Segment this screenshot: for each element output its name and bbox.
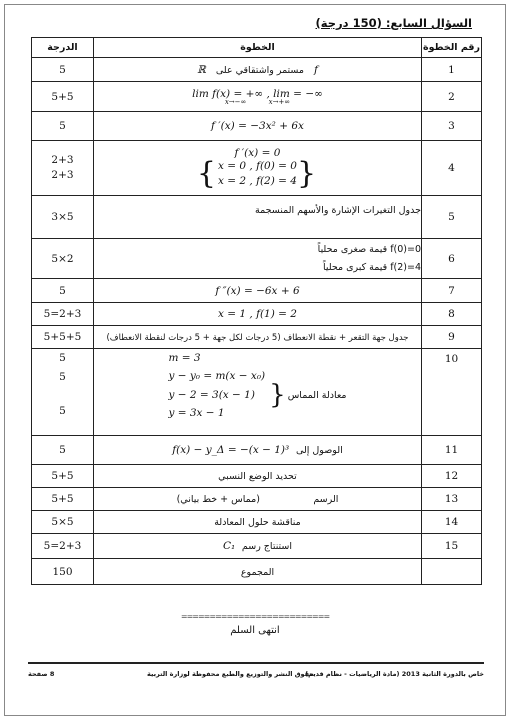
left-brace-icon: {	[196, 156, 216, 191]
table-row	[32, 112, 482, 141]
table-row	[32, 141, 482, 196]
grade-cell: 2+3 2+3	[32, 141, 94, 196]
table-row	[32, 239, 482, 279]
grade-cell: 5=2+3	[32, 303, 94, 326]
step-cell: استنتاج رسم C₁	[94, 534, 422, 559]
step-cell: مناقشة حلول المعادلة	[94, 511, 422, 534]
table-row	[32, 58, 482, 82]
table-row	[32, 465, 482, 488]
header-number: رقم الخطوة	[422, 38, 482, 58]
end-marker	[0, 612, 510, 636]
question-title: السؤال السابع: (150 درجة)	[315, 16, 472, 30]
step-number: 4	[422, 141, 482, 196]
grade-cell: 5+5+5	[32, 326, 94, 349]
step-cell: جدول جهة التقعر + نقطة الانعطاف (5 درجات لكل جهة + 5 درجات لنقطة الانعطاف)	[94, 326, 422, 349]
grade-cell: 5	[32, 58, 94, 82]
table-row	[32, 349, 482, 436]
table-row	[32, 303, 482, 326]
step-number: 8	[422, 303, 482, 326]
step-cell: الوصول إلى f(x) − y_Δ = −(x − 1)³	[94, 436, 422, 465]
table-row	[32, 82, 482, 112]
footer-page-number: 8 صفحة	[28, 670, 55, 678]
footer-divider	[28, 662, 484, 664]
step-cell: f ′(x) = −3x² + 6x	[94, 112, 422, 141]
table-header-row	[32, 38, 482, 58]
grade-cell: 3×5	[32, 196, 94, 239]
step-number: 5	[422, 196, 482, 239]
grade-cell: 5=2+3	[32, 534, 94, 559]
table-row	[32, 488, 482, 511]
step-number: 9	[422, 326, 482, 349]
step-number	[422, 559, 482, 585]
step-cell: m = 3 y − y₀ = m(x − x₀) y − 2 = 3(x − 1) y = 3x − 1 } معادلة المماس	[94, 349, 422, 436]
table-row	[32, 326, 482, 349]
grade-cell: 5 5 5	[32, 349, 94, 436]
step-number: 1	[422, 58, 482, 82]
grade-cell: 5	[32, 112, 94, 141]
step-cell: f(0)=0 قيمة صغرى محلياً f(2)=4 قيمة كبرى محلياً	[94, 239, 422, 279]
grade-cell: 5+5	[32, 488, 94, 511]
table-row	[32, 534, 482, 559]
step-number: 11	[422, 436, 482, 465]
step-cell: f ″(x) = −6x + 6	[94, 279, 422, 303]
table-row	[32, 279, 482, 303]
footer-copyright: حقوق النشر والتوزيع والطبع محفوظة لوزارة التربية	[147, 670, 314, 678]
step-number: 15	[422, 534, 482, 559]
right-brace-icon: }	[297, 156, 317, 191]
grade-cell: 5+5	[32, 465, 94, 488]
step-cell: جدول التغيرات الإشارة والأسهم المنسجمة	[94, 196, 422, 239]
step-cell: الرسم (مماس + خط بياني)	[94, 488, 422, 511]
step-number: 10	[422, 349, 482, 436]
step-cell: f ′(x) = 0 { x = 0 , f(0) = 0 x = 2 , f(2) = 4 }	[94, 141, 422, 196]
total-label-cell: المجموع	[94, 559, 422, 585]
step-number: 7	[422, 279, 482, 303]
end-text: انتهى السلم	[230, 625, 280, 636]
grade-cell: 5×5	[32, 511, 94, 534]
grade-cell: 5	[32, 279, 94, 303]
total-grade: 150	[32, 559, 94, 585]
end-rule: ==========================	[180, 612, 330, 621]
total-row	[32, 559, 482, 585]
table-row	[32, 196, 482, 239]
grade-cell: 5×2	[32, 239, 94, 279]
step-number: 2	[422, 82, 482, 112]
step-cell: lim f(x) = +∞ , lim = −∞ x→−∞ x→+∞	[94, 82, 422, 112]
step-number: 6	[422, 239, 482, 279]
step-number: 13	[422, 488, 482, 511]
grade-cell: 5	[32, 436, 94, 465]
header-grade: الدرجة	[32, 38, 94, 58]
header-step: الخطوة	[94, 38, 422, 58]
step-cell: x = 1 , f(1) = 2	[94, 303, 422, 326]
step-number: 12	[422, 465, 482, 488]
step-number: 14	[422, 511, 482, 534]
step-number: 3	[422, 112, 482, 141]
table-row	[32, 511, 482, 534]
grading-table	[31, 37, 482, 585]
footer-exam-info: خاص بالدورة الثانية 2013 (مادة الرياضيات - نظام قديم)	[305, 670, 484, 678]
table-row	[32, 436, 482, 465]
step-cell: f مستمر واشتقاقي على ℝ	[94, 58, 422, 82]
right-brace-icon: }	[269, 380, 286, 410]
grade-cell: 5+5	[32, 82, 94, 112]
step-cell: تحديد الوضع النسبي	[94, 465, 422, 488]
